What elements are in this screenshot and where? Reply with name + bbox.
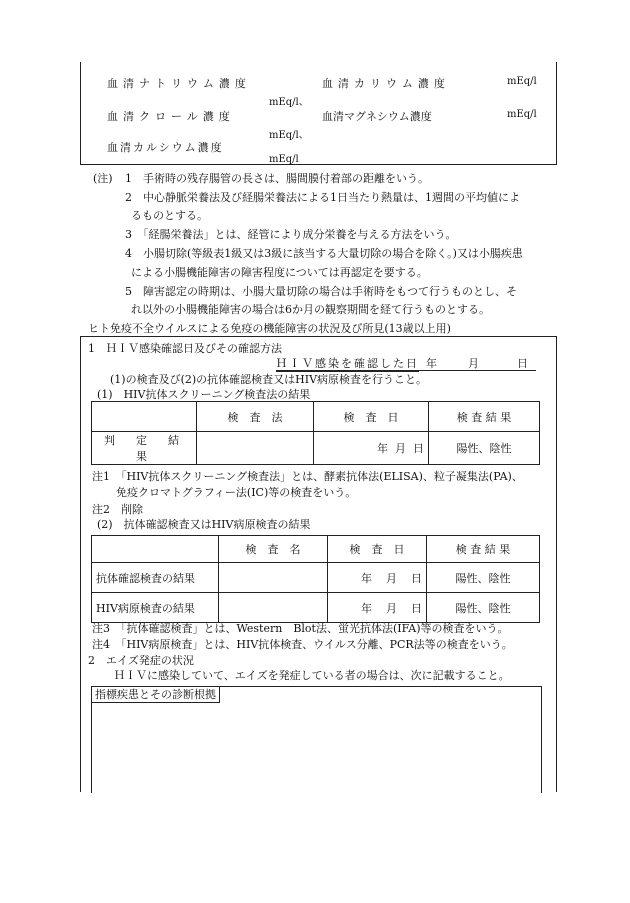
calcium-unit: mEq/l (269, 154, 299, 165)
confirm-date-day: 日 (517, 357, 528, 370)
item-2-heading: 2 エイズ発症の状況 (88, 654, 194, 667)
sub-2-heading: (2) 抗体確認検査又はHIV病原検査の結果 (97, 518, 311, 531)
table-row: HIV病原検査の結果 年 月 日 陽性、陰性 (92, 593, 540, 623)
confirm-date-year: 年 (426, 357, 437, 370)
hiv-pathogen-label: HIV病原検査の結果 (92, 593, 219, 623)
notes-marker: (注) (93, 172, 113, 185)
header-test-method: 検 査 法 (197, 402, 314, 432)
judgment-result-label: 判 定 結 果 (92, 432, 197, 465)
chloride-label: 血清クロール濃度 (107, 110, 235, 123)
magnesium-label: 血清マグネシウム濃度 (322, 110, 432, 123)
note-1-hiv-line2: 免疫クロマトグラフィー法(IC)等の検査をいう。 (116, 486, 357, 499)
note-2-hiv: 注2 削除 (92, 503, 143, 516)
table-row (92, 432, 540, 465)
confirm-date-month: 月 (468, 357, 479, 370)
potassium-unit: mEq/l (507, 76, 537, 87)
header-test-date-2: 検 査 日 (328, 536, 427, 563)
header-test-result-2: 検 査 結 果 (427, 536, 540, 563)
hiv-box-right-border (556, 336, 557, 792)
sodium-label: 血清ナトリウム濃度 (107, 77, 251, 90)
confirm-date-label: ＨＩＶ感染を確認した日 (276, 357, 419, 370)
note-2-line1: 2 中心静脈栄養法及び経腸栄養法による1日当たり熱量は、1週間の平均値によ (125, 191, 520, 204)
note-2-line2: るものとする。 (131, 209, 208, 222)
chloride-unit: mEq/l、 (269, 130, 309, 141)
table-row (92, 402, 540, 432)
note-4-line2: による小腸機能障害の障害程度については再認定を要する。 (131, 266, 428, 279)
header-test-result: 検 査 結 果 (429, 402, 540, 432)
table-row (92, 536, 540, 563)
note-5-line1: 5 障害認定の時期は、小腸大量切除の場合は手術時をもつて行うものとし、そ (125, 285, 517, 298)
note-5-line2: れ以外の小腸機能障害の場合は6か月の観察期間を経て行うものとする。 (131, 303, 490, 316)
table-row: 抗体確認検査の結果 年 月 日 陽性、陰性 (92, 563, 540, 593)
sodium-unit: mEq/l、 (269, 97, 309, 108)
confirmation-result-table (91, 535, 540, 623)
item-1-heading: 1 ＨＩＶ感染確認日及びその確認方法 (88, 342, 282, 355)
top-box-right-border (556, 62, 557, 164)
potassium-label: 血清カリウム濃度 (322, 77, 450, 90)
hiv-box-left-border (80, 336, 81, 792)
indicator-disease-label: 指標疾患とその診断根拠 (91, 686, 220, 703)
header-test-date: 検 査 日 (314, 402, 429, 432)
note-3: 3 「経腸栄養法」とは、経管により成分栄養を与える方法をいう。 (125, 228, 457, 241)
header-test-name: 検 査 名 (219, 536, 328, 563)
note-1: 1 手術時の残存腸管の長さは、腸間膜付着部の距離をいう。 (125, 172, 429, 185)
antibody-confirm-result: 陽性、陰性 (427, 563, 540, 593)
top-box-left-border (80, 62, 81, 164)
screening-result-table (91, 401, 540, 465)
magnesium-unit: mEq/l (507, 109, 537, 120)
sub-1-heading: (1) HIV抗体スクリーニング検査法の結果 (97, 388, 311, 401)
hiv-section-title: ヒト免疫不全ウイルスによる免疫の機能障害の状況及び所見(13歳以上用) (88, 322, 451, 335)
screening-result-value: 陽性、陰性 (429, 432, 540, 465)
antibody-confirm-label: 抗体確認検査の結果 (92, 563, 219, 593)
note-4-hiv: 注4 「HIV病原検査」とは、HIV抗体検査、ウイルス分離、PCR法等の検査をいう。 (92, 638, 513, 651)
note-3-hiv: 注3 「抗体確認検査」とは、Western Blot法、蛍光抗体法(IFA)等の検査をいう。 (92, 622, 509, 635)
confirm-method-note: (1)の検査及び(2)の抗体確認検査又はHIV病原検査を行うこと。 (110, 373, 428, 386)
hiv-pathogen-result: 陽性、陰性 (427, 593, 540, 623)
aids-instruction: ＨＩＶに感染していて、エイズを発症している者の場合は、次に記載すること。 (114, 669, 510, 682)
top-box-bottom-border (80, 164, 557, 165)
hiv-box-top-border (80, 336, 557, 337)
note-4-line1: 4 小腸切除(等級表1級又は3級に該当する大量切除の場合を除く。)又は小腸疾患 (125, 247, 523, 260)
note-1-hiv-line1: 注1 「HIV抗体スクリーニング検査法」とは、酵素抗体法(ELISA)、粒子凝集法(PA)、 (92, 470, 523, 483)
test-method-cell (197, 432, 314, 465)
test-date-cell: 年 月 日 (314, 432, 429, 465)
calcium-label: 血清カルシウム濃度 (107, 141, 224, 154)
